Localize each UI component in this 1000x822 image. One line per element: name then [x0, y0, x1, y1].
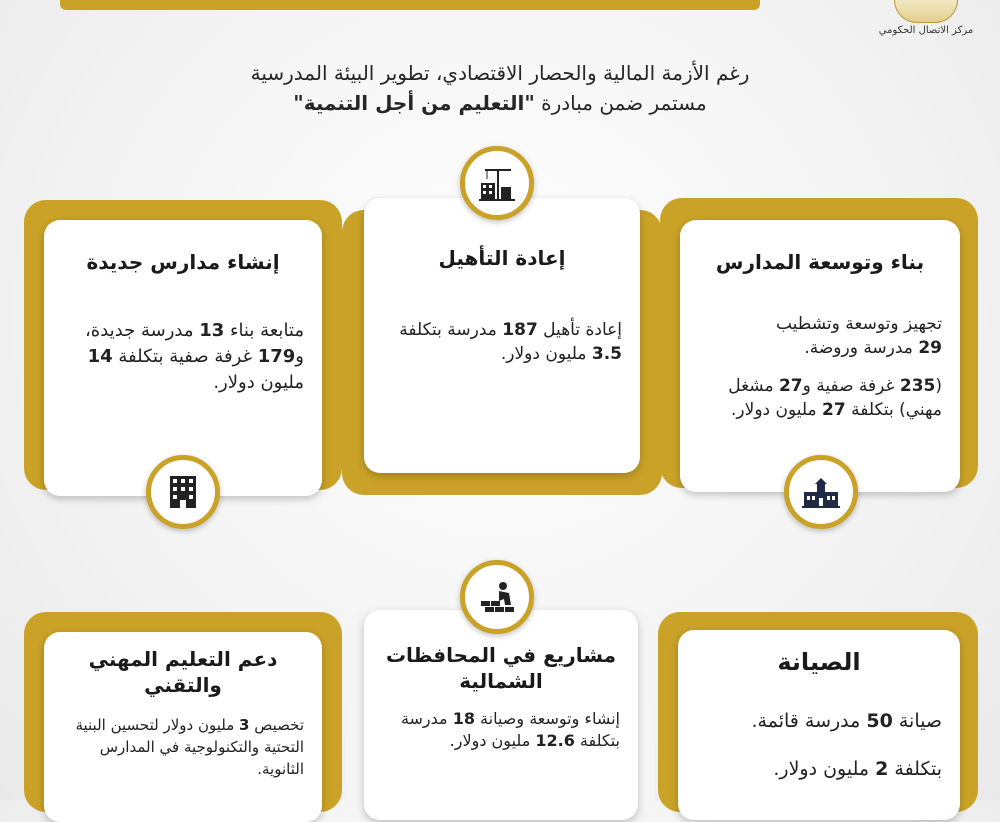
- text: مليون دولار.: [213, 372, 304, 393]
- card-new-schools-body: [62, 318, 304, 396]
- number: 12.6: [535, 731, 575, 750]
- card-maintenance-title: الصيانة: [777, 648, 861, 676]
- top-accent-bar: [60, 0, 760, 10]
- apartment-building-icon: [146, 455, 220, 529]
- card-new-schools-title: إنشاء مدارس جديدة: [86, 250, 280, 274]
- text: صيانة: [892, 710, 942, 732]
- page-heading: [120, 58, 880, 118]
- card-build-paragraph-2: [698, 374, 942, 422]
- text: مدرسة بتكلفة: [399, 320, 503, 340]
- card-vocational-paragraph: [62, 714, 304, 780]
- number: 13: [199, 320, 225, 341]
- card-northern-governorates: [364, 610, 638, 820]
- card-maintenance: [678, 630, 960, 820]
- text: غرفة صفية بتكلفة: [112, 346, 258, 367]
- school-building-icon: [784, 455, 858, 529]
- text: تجهيز وتوسعة وتشطيب: [775, 314, 942, 334]
- card-maintenance-paragraph-2: [696, 756, 942, 782]
- heading-initiative-name: "التعليم من أجل التنمية": [293, 91, 535, 115]
- text: متابعة بناء: [224, 320, 304, 341]
- text: إعادة تأهيل: [537, 320, 622, 340]
- heading-line-2-prefix: مستمر ضمن مبادرة: [534, 91, 707, 115]
- text: مدرسة قائمة.: [751, 710, 867, 732]
- heading-line-2: [120, 88, 880, 118]
- construction-crane-icon: [460, 146, 534, 220]
- number: 235: [899, 376, 936, 396]
- text: مليون دولار.: [449, 731, 536, 750]
- text: مشغل مهني) بتكلفة: [728, 376, 942, 420]
- text: مليون دولار.: [773, 758, 876, 780]
- heading-line-1: رغم الأزمة المالية والحصار الاقتصادي، تطوير البيئة المدرسية: [250, 61, 750, 85]
- card-rehab-paragraph: [382, 318, 622, 366]
- text: مدرسة وروضة.: [804, 338, 919, 358]
- number: 27: [822, 400, 846, 420]
- number: 187: [502, 320, 538, 340]
- text: مليون دولار لتحسين البنية التحتية والتكنولوجية في المدارس الثانوية.: [75, 716, 304, 778]
- text: بتكلفة: [888, 758, 942, 780]
- text: مدرسة جديدة، و: [84, 320, 304, 367]
- number: 29: [918, 338, 942, 358]
- number: 3.5: [591, 344, 622, 364]
- text: تخصيص: [249, 716, 304, 734]
- card-vocational: [44, 632, 322, 822]
- number: 50: [866, 710, 893, 732]
- card-build-body: [698, 312, 942, 422]
- card-north-paragraph: [382, 708, 620, 752]
- number: 14: [87, 346, 113, 367]
- text: إنشاء وتوسعة وصيانة: [474, 709, 620, 728]
- card-rehab: [364, 198, 640, 473]
- text: (: [935, 376, 942, 396]
- card-rehab-title: إعادة التأهيل: [438, 246, 566, 270]
- card-vocational-title: دعم التعليم المهني والتقني: [88, 647, 278, 697]
- card-new-schools-paragraph: [62, 318, 304, 396]
- text: مليون دولار.: [731, 400, 823, 420]
- card-north-body: [382, 708, 620, 752]
- card-build-paragraph-1: [698, 312, 942, 360]
- card-vocational-body: [62, 714, 304, 780]
- card-build-expand: [680, 220, 960, 492]
- number: 2: [875, 758, 889, 780]
- number: 179: [257, 346, 296, 367]
- card-north-title: مشاريع في المحافظات الشمالية: [385, 643, 617, 693]
- logo-emblem-icon: [894, 0, 958, 23]
- government-communication-logo: [866, 0, 986, 50]
- card-rehab-body: [382, 318, 622, 366]
- text: مدرسة بتكلفة: [400, 709, 620, 750]
- card-maintenance-body: [696, 708, 942, 782]
- text: مليون دولار.: [500, 344, 592, 364]
- card-maintenance-paragraph-1: [696, 708, 942, 734]
- logo-text: مركز الاتصال الحكومي: [878, 25, 974, 36]
- number: 27: [778, 376, 803, 396]
- worker-bricks-icon: [460, 560, 534, 634]
- text: غرفة صفية و: [802, 376, 900, 396]
- card-build-title: بناء وتوسعة المدارس: [715, 250, 925, 274]
- number: 3: [239, 716, 250, 734]
- number: 18: [452, 709, 475, 728]
